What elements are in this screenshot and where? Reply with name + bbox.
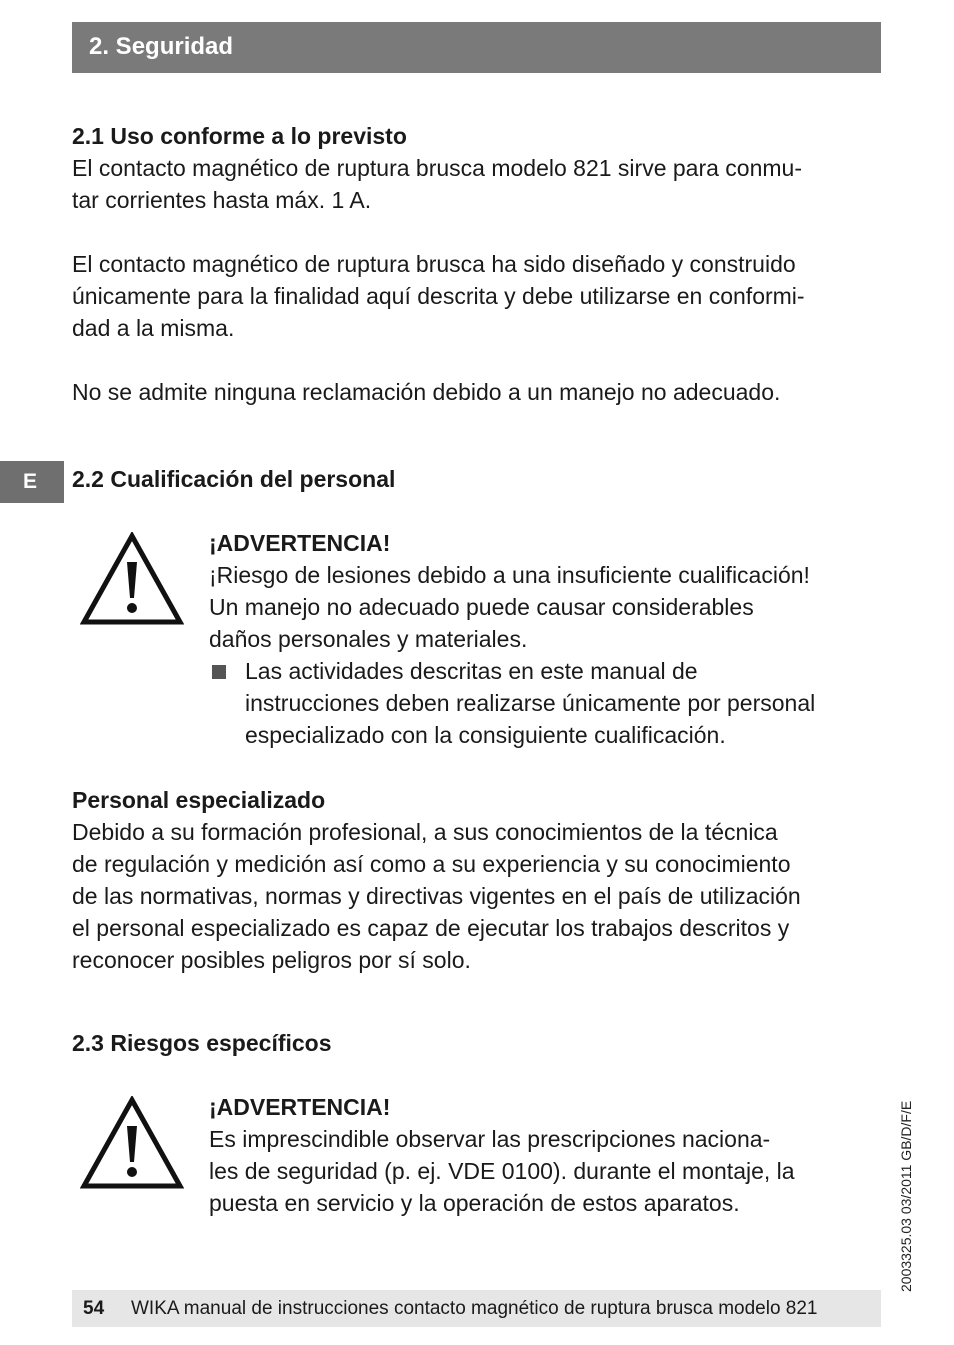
page-footer [72,1290,881,1327]
bullet-square-icon [212,665,226,679]
section-2-1-paragraph-2 [72,248,805,344]
warning-triangle-icon [80,532,184,626]
warning-text-line: Es imprescindible observar las prescripciones naciona- [209,1126,771,1152]
specialized-personnel [72,784,801,976]
text-line: reconocer posibles peligros por sí solo. [72,947,471,973]
page-number: 54 [83,1298,105,1319]
warning-bullet-item [209,655,889,751]
text-line: El contacto magnético de ruptura brusca ha sido diseñado y construido [72,251,796,277]
text-line: El contacto magnético de ruptura brusca modelo 821 sirve para conmu- [72,155,803,181]
language-tab-label: E [23,470,38,493]
section-2-1-heading: 2.1 Uso conforme a lo previsto [72,123,407,149]
section-2-3-heading: 2.3 Riesgos específicos [72,1030,332,1056]
specialized-personnel-heading: Personal especializado [72,787,326,813]
warning-text-line: daños personales y materiales. [209,626,528,652]
warning-title: ¡ADVERTENCIA! [209,1094,391,1120]
text-line: dad a la misma. [72,315,235,341]
warning-text-line: ¡Riesgo de lesiones debido a una insuficiente cualificación! [209,562,810,588]
language-tab [0,461,64,503]
document-code: 2003325.03 03/2011 GB/D/F/E [898,1100,914,1292]
bullet-text-line: especializado con la consiguiente cualificación. [245,722,726,748]
text-line: de las normativas, normas y directivas vigentes en el país de utilización [72,883,801,909]
warning-text-line: les de seguridad (p. ej. VDE 0100). durante el montaje, la [209,1158,795,1184]
section-2-3 [72,1027,332,1059]
warning-text-line: Un manejo no adecuado puede causar considerables [209,594,754,620]
text-line: de regulación y medición así como a su experiencia y su conocimiento [72,851,791,877]
warning-title: ¡ADVERTENCIA! [209,530,391,556]
warning-text-line: puesta en servicio y la operación de estos aparatos. [209,1190,740,1216]
bullet-text-line: Las actividades descritas en este manual de [245,658,698,684]
section-title: 2. Seguridad [89,33,234,60]
section-2-1 [72,120,802,216]
text-line: Debido a su formación profesional, a sus conocimientos de la técnica [72,819,778,845]
footer-text: WIKA manual de instrucciones contacto magnético de ruptura brusca modelo 821 [131,1298,818,1319]
section-header-bar [72,22,881,73]
section-2-1-paragraph-3 [72,376,780,408]
section-2-2 [72,463,395,495]
bullet-text-line: instrucciones deben realizarse únicamente por personal [245,690,816,716]
text-line: tar corrientes hasta máx. 1 A. [72,187,372,213]
warning-box-personnel [209,527,889,751]
section-2-2-heading: 2.2 Cualificación del personal [72,466,396,492]
warning-triangle-icon [80,1096,184,1190]
warning-box-specific-risks [209,1091,889,1219]
text-line: No se admite ninguna reclamación debido a un manejo no adecuado. [72,379,781,405]
text-line: el personal especializado es capaz de ejecutar los trabajos descritos y [72,915,790,941]
text-line: únicamente para la finalidad aquí descrita y debe utilizarse en conformi- [72,283,805,309]
